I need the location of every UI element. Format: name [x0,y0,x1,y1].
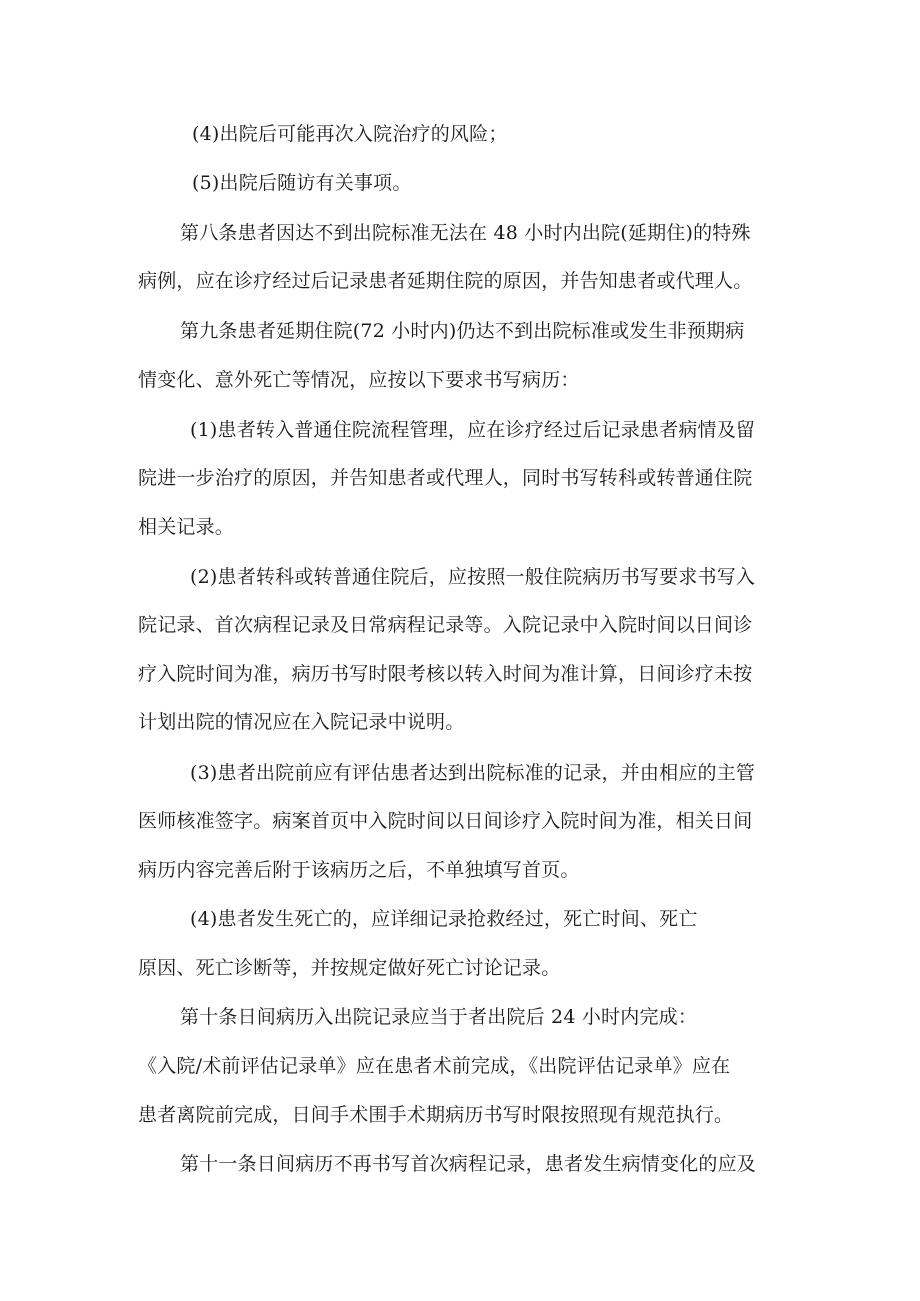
text-line: (4)出院后可能再次入院治疗的风险； [192,123,508,145]
text-line: 第十条日间病历入出院记录应当于者出院后 24 小时内完成： [180,1006,698,1028]
text-line: 计划出院的情况应在入院记录中说明。 [138,711,465,733]
text-line: (5)出院后随访有关事项。 [192,172,412,194]
text-line: (3)患者出院前应有评估患者达到出院标准的记录，并由相应的主管 [190,762,756,784]
text-line: 患者离院前完成，日间手术围手术期病历书写时限按照现有规范执行。 [138,1104,734,1126]
text-line: 第十一条日间病历不再书写首次病程记录，患者发生病情变化的应及 [180,1153,757,1175]
text-line: 疗入院时间为准，病历书写时限考核以转入时间为准计算，日间诊疗未按 [138,663,753,685]
text-line: 院进一步治疗的原因，并告知患者或代理人，同时书写转科或转普通住院 [138,467,753,489]
text-line: 《入院/术前评估记录单》应在患者术前完成，《出院评估记录单》应在 [138,1055,731,1077]
text-line: 第九条患者延期住院(72 小时内)仍达不到出院标准或发生非预期病 [180,320,745,342]
text-line: 原因、死亡诊断等，并按规定做好死亡讨论记录。 [138,957,561,979]
text-line: 情变化、意外死亡等情况，应按以下要求书写病历： [138,369,580,391]
text-line: 医师核准签字。病案首页中入院时间以日间诊疗入院时间为准，相关日间 [138,810,753,832]
text-line: 第八条患者因达不到出院标准无法在 48 小时内出院(延期住)的特殊 [180,222,751,244]
text-line: (4)患者发生死亡的，应详细记录抢救经过，死亡时间、死亡 [190,908,698,930]
text-line: 院记录、首次病程记录及日常病程记录等。入院记录中入院时间以日间诊 [138,614,753,636]
text-line: (2)患者转科或转普通住院后，应按照一般住院病历书写要求书写入 [190,566,756,588]
text-line: (1)患者转入普通住院流程管理，应在诊疗经过后记录患者病情及留 [190,419,756,441]
text-line: 病历内容完善后附于该病历之后，不单独填写首页。 [138,859,580,881]
text-line: 病例，应在诊疗经过后记录患者延期住院的原因，并告知患者或代理人。 [138,270,753,292]
text-line: 相关记录。 [138,516,235,538]
